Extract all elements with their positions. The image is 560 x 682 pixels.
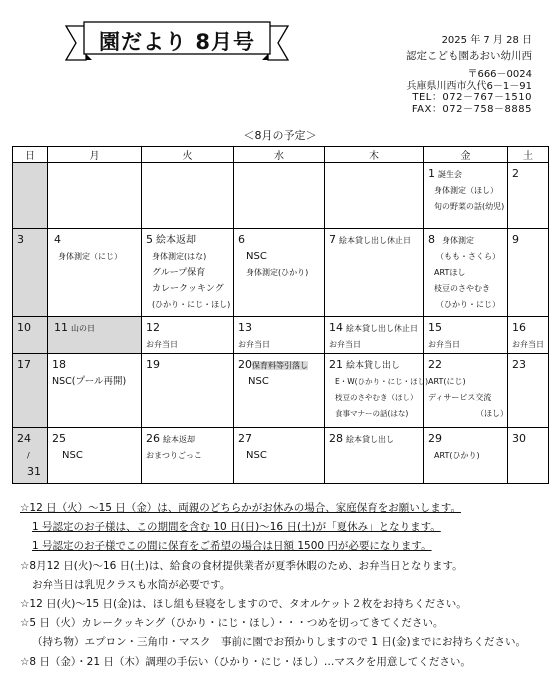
day-cell [13, 428, 48, 484]
day-number: 9 [512, 233, 519, 246]
day-cell-holiday [48, 317, 142, 354]
notice-line: ☆8 日（金）・21 日（木）調理の手伝い（ひかり・にじ・ほし）…マスクを用意してください。 [20, 655, 471, 668]
day-cell [325, 317, 424, 354]
weekday-wed: 水 [234, 147, 325, 163]
event: 絵本返却 [156, 235, 197, 246]
weekday-mon: 月 [48, 147, 142, 163]
day-cell [234, 354, 325, 428]
event: カレークッキング [152, 284, 224, 294]
day-cell [142, 354, 234, 428]
notice-line: 1 号認定のお子様は、この期間を含む 10 日(日)～16 日(土)が「夏休み」となります。 [32, 521, 441, 534]
day-number: 6 [238, 233, 245, 246]
event: 身体測定 [442, 236, 475, 245]
event: 絵本返却 [163, 435, 196, 444]
calendar-week [13, 229, 549, 317]
event: ディサービス交流 [428, 393, 492, 402]
event: お弁当日 [329, 340, 361, 349]
event: ART(にじ) [428, 377, 466, 386]
event: 枝豆のさやむき（ほし） [335, 393, 418, 402]
weekday-fri: 金 [424, 147, 508, 163]
event: 身体測定(ひかり) [246, 268, 309, 277]
day-cell [508, 163, 549, 229]
notice-line: 1 号認定のお子様でこの間に保育をご希望の場合は日額 1500 円が必要になります。 [32, 540, 432, 553]
day-number: 4 [54, 233, 61, 246]
calendar-week [13, 317, 549, 354]
day-number: 2 [512, 167, 519, 180]
event: (ひかり・にじ・ほし) [152, 300, 231, 309]
day-number: 19 [146, 358, 160, 371]
event: お弁当日 [146, 340, 178, 349]
event: （ひかり・にじ） [436, 300, 500, 309]
weekday-thu: 木 [325, 147, 424, 163]
day-cell [508, 317, 549, 354]
day-cell [424, 354, 508, 428]
notice-line: ☆12 日（火）～15 日（金）は、両親のどちらかがお休みの場合、家庭保育をお願いします。 [20, 502, 461, 514]
day-cell [325, 229, 424, 317]
event: 身体測定(はな) [152, 252, 207, 261]
notice-line: お弁当日は乳児クラスも水筒が必要です。 [32, 578, 231, 591]
calendar-week [13, 354, 549, 428]
event: 旬の野菜の話(幼児) [434, 202, 505, 211]
day-cell [234, 163, 325, 229]
calendar-week [13, 163, 549, 229]
calendar-title: ＜8月の予定＞ [243, 129, 317, 142]
day-cell [13, 229, 48, 317]
calendar-week [13, 428, 549, 484]
notice-line: ☆5 日（火）カレークッキング（ひかり・にじ・ほし）・・・つめを切ってきてください。 [20, 617, 444, 630]
day-number: 16 [512, 321, 526, 334]
event: ARTほし [434, 268, 466, 277]
weekday-tue: 火 [142, 147, 234, 163]
day-number: 20 [238, 358, 252, 371]
day-cell [48, 229, 142, 317]
event: E・W(ひかり・にじ・ほし) [335, 377, 429, 386]
day-number: 18 [52, 358, 66, 371]
day-cell [508, 354, 549, 428]
day-number: 15 [428, 321, 442, 334]
day-number: 5 [146, 233, 153, 246]
day-number: 10 [17, 321, 31, 334]
day-separator: / [27, 451, 30, 460]
day-number: 26 [146, 432, 160, 445]
event: 身体測定（にじ） [58, 252, 122, 261]
day-number: 14 [329, 321, 343, 334]
day-number: 24 [17, 432, 31, 445]
event: お弁当日 [238, 340, 270, 349]
day-number: 25 [52, 432, 66, 445]
event: 山の日 [71, 324, 96, 333]
notice-line: ☆8月12 日(火)～16 日(土)は、給食の食材提供業者が夏季休暇のため、お弁当日となります。 [20, 559, 463, 572]
issue-date: 2025 年 7 月 28 日 [441, 35, 532, 46]
day-number: 30 [512, 432, 526, 445]
event: NSC [62, 450, 83, 461]
day-cell [424, 229, 508, 317]
weekday-header-row [13, 147, 549, 163]
postal-code: 〒666－0024 [467, 69, 532, 80]
day-cell [13, 163, 48, 229]
event: （もも・さくら） [436, 252, 500, 261]
event: 食事マナーの話(はな) [335, 409, 409, 418]
day-cell [142, 428, 234, 484]
notice-line: （持ち物）エプロン・三角巾・マスク 事前に園でお預かりしますので 1 日(金)までにお持ちください。 [32, 636, 527, 649]
day-number: 22 [428, 358, 442, 371]
day-cell [48, 354, 142, 428]
event: NSC [246, 450, 267, 461]
event: お弁当日 [428, 340, 460, 349]
day-number: 1 [428, 167, 435, 180]
day-cell [48, 428, 142, 484]
event: 絵本貸し出し休止日 [346, 324, 419, 333]
day-cell [234, 317, 325, 354]
event: ART(ひかり) [434, 451, 480, 460]
day-cell [325, 428, 424, 484]
day-cell [508, 428, 549, 484]
day-cell [13, 354, 48, 428]
day-cell [13, 317, 48, 354]
event: 絵本貸し出し [346, 361, 401, 371]
event: グループ保育 [152, 268, 206, 278]
event: 枝豆のさやむき [434, 284, 490, 293]
monthly-calendar [12, 146, 549, 484]
title-banner [62, 20, 292, 64]
fax: FAX：072－758－8885 [411, 104, 532, 115]
event-highlight: 保育料等引落し [252, 361, 308, 370]
day-number: 28 [329, 432, 343, 445]
day-number: 8 [428, 233, 435, 246]
day-cell [234, 229, 325, 317]
day-number: 29 [428, 432, 442, 445]
event: 誕生会 [438, 170, 463, 179]
day-number: 17 [17, 358, 31, 371]
event: （ほし） [476, 409, 508, 418]
day-cell [142, 163, 234, 229]
org-name: 認定こども園あおい幼川西 [406, 50, 532, 62]
day-cell [142, 229, 234, 317]
event: NSC [246, 251, 267, 262]
event: 身体測定（ほし） [434, 186, 498, 195]
day-cell [424, 163, 508, 229]
day-number: 23 [512, 358, 526, 371]
newsletter-title: 園だより 8月号 [99, 30, 255, 54]
day-number: 21 [329, 358, 343, 371]
day-cell [48, 163, 142, 229]
day-cell [424, 317, 508, 354]
day-cell [325, 354, 429, 428]
day-number: 7 [329, 233, 336, 246]
day-number: 13 [238, 321, 252, 334]
day-number: 11 [54, 321, 68, 334]
day-number: 3 [17, 233, 24, 246]
event: NSC(プール再開) [52, 376, 127, 387]
day-cell [424, 428, 508, 484]
day-number: 27 [238, 432, 252, 445]
event: NSC [248, 376, 269, 387]
day-number: 31 [27, 465, 41, 478]
day-cell [234, 428, 325, 484]
day-cell [142, 317, 234, 354]
day-number: 12 [146, 321, 160, 334]
tel: TEL：072－767－1510 [412, 92, 532, 103]
day-cell [508, 229, 549, 317]
notice-line: ☆12 日(火)～15 日(金)は、ほし組も昼寝をしますので、タオルケット２枚をお持ちください。 [20, 598, 467, 611]
event: おまつりごっこ [146, 451, 202, 460]
notice-section [20, 499, 550, 672]
event: 絵本貸し出し休止日 [339, 236, 412, 245]
weekday-sat: 土 [508, 147, 549, 163]
weekday-sun: 日 [13, 147, 48, 163]
event: 絵本貸し出し [346, 435, 395, 444]
event: お弁当日 [512, 340, 544, 349]
address: 兵庫県川西市久代6－1－91 [406, 81, 532, 92]
day-cell [325, 163, 424, 229]
